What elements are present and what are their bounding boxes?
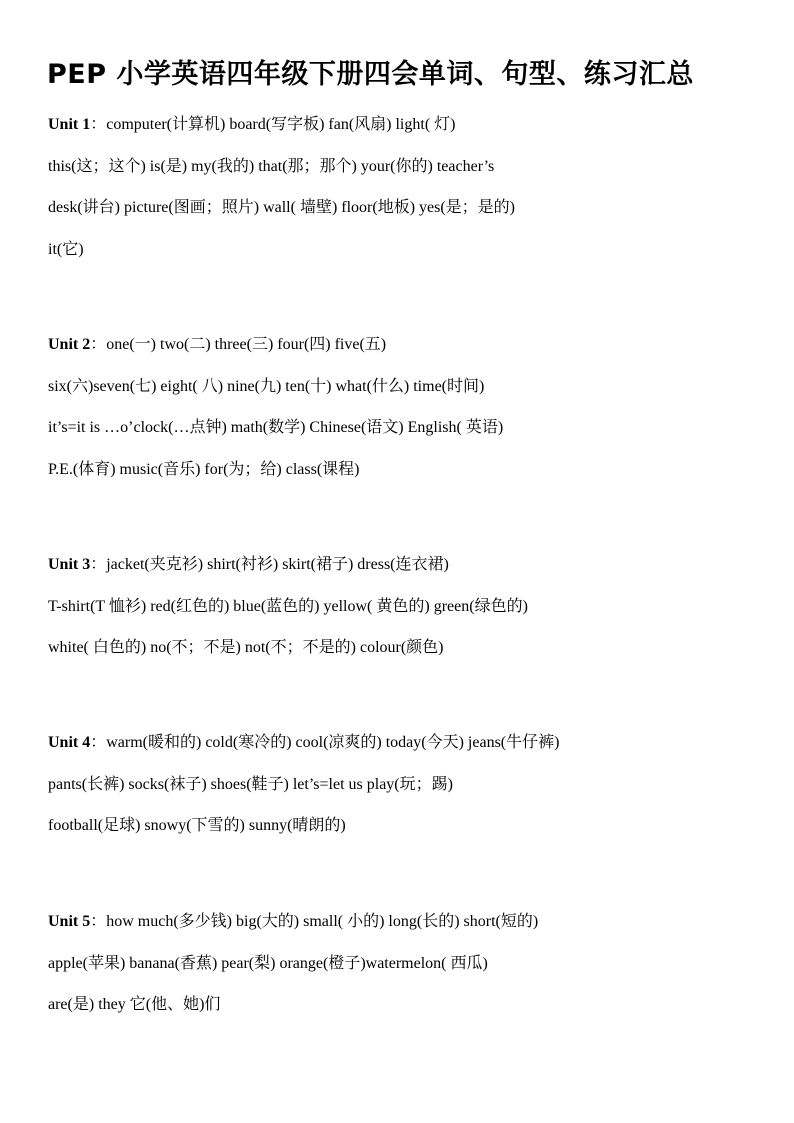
vocab-line: are(是) they 它(他、她)们 bbox=[48, 996, 221, 1013]
unit-3-section bbox=[48, 555, 764, 680]
vocab-line bbox=[48, 555, 764, 597]
vocab-line: apple(苹果) banana(香蕉) pear(梨) orange(橙子)watermelon( 西瓜) bbox=[48, 954, 488, 972]
vocab-line bbox=[48, 733, 764, 775]
vocab-line bbox=[48, 115, 764, 157]
vocab-line: it’s=it is …o’clock(…点钟) math(数学) Chinese(语文) English( 英语) bbox=[48, 419, 504, 436]
unit-4-section bbox=[48, 733, 764, 858]
unit-label: Unit 3 bbox=[48, 556, 91, 573]
unit-1-section bbox=[48, 115, 764, 281]
vocab-line: football(足球) snowy(下雪的) sunny(晴朗的) bbox=[48, 817, 346, 834]
unit-label: Unit 1 bbox=[48, 116, 91, 133]
vocab-text: ：computer(计算机) board(写字板) fan(风扇) light( 灯) bbox=[90, 116, 456, 133]
unit-label: Unit 5 bbox=[48, 913, 91, 930]
unit-5-section bbox=[48, 912, 764, 1037]
vocab-line: pants(长裤) socks(袜子) shoes(鞋子) let’s=let us play(玩；踢) bbox=[48, 775, 453, 793]
unit-2-section bbox=[48, 335, 764, 501]
vocab-line bbox=[48, 335, 764, 377]
vocab-line: six(六)seven(七) eight( 八) nine(九) ten(十) what(什么) time(时间) bbox=[48, 377, 485, 395]
vocab-text: ：warm(暖和的) cold(寒冷的) cool(凉爽的) today(今天) jeans(牛仔裤) bbox=[90, 734, 560, 751]
vocab-text: ：jacket(夹克衫) shirt(衬衫) skirt(裙子) dress(连衣裙) bbox=[90, 556, 449, 573]
unit-label: Unit 4 bbox=[48, 734, 91, 751]
vocab-line: white( 白色的) no(不；不是) not(不；不是的) colour(颜色) bbox=[48, 639, 444, 656]
vocab-line: it(它) bbox=[48, 240, 84, 258]
vocab-line: T-shirt(T 恤衫) red(红色的) blue(蓝色的) yellow( 黄色的) green(绿色的) bbox=[48, 597, 528, 615]
vocab-text: ：how much(多少钱) big(大的) small( 小的) long(长的) short(短的) bbox=[90, 913, 539, 930]
unit-label: Unit 2 bbox=[48, 336, 91, 353]
page-title: PEP 小学英语四年级下册四会单词、句型、练习汇总 bbox=[47, 59, 694, 90]
vocab-line: P.E.(体育) music(音乐) for(为；给) class(课程) bbox=[48, 460, 360, 478]
vocab-line: desk(讲台) picture(图画；照片) wall( 墙壁) floor(地板) yes(是；是的) bbox=[48, 199, 516, 216]
vocab-line: this(这；这个) is(是) my(我的) that(那；那个) your(你的) teacher’s bbox=[48, 157, 495, 175]
vocab-text: ：one(一) two(二) three(三) four(四) five(五) bbox=[90, 336, 387, 353]
vocab-line bbox=[48, 912, 764, 954]
